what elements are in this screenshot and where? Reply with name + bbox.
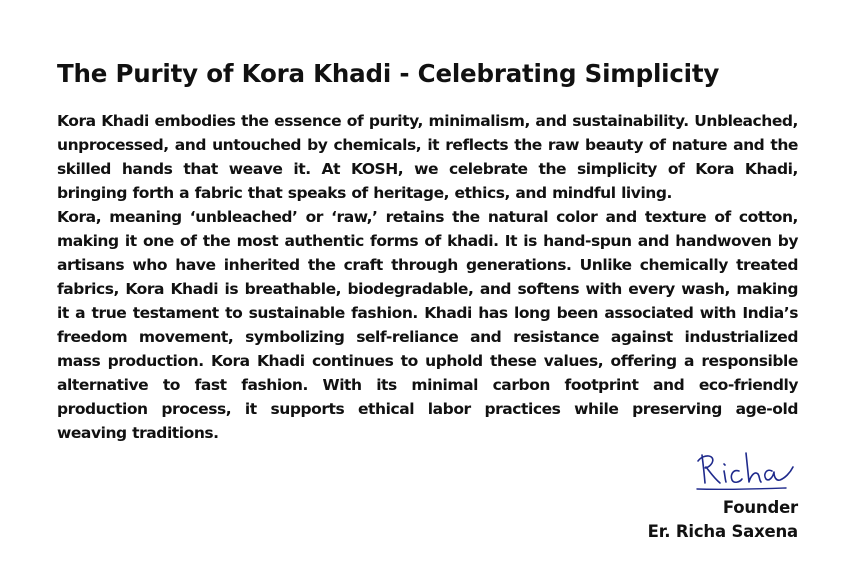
signoff-role: Founder — [722, 498, 798, 517]
signoff-name: Er. Richa Saxena — [647, 522, 798, 541]
page-title: The Purity of Kora Khadi - Celebrating Simplicity — [57, 59, 720, 88]
handwritten-signature-icon — [694, 445, 800, 495]
signature-image — [694, 445, 800, 495]
paragraph-details: Kora, meaning ‘unbleached’ or ‘raw,’ retains the natural color and texture of cotton, making it one of the most authentic forms of khadi. It is hand-spun and handwoven by artisans who have inherited the craft through generations. Unlike chemically treated fabrics, Kora Khadi is breathable, biodegradable, and softens with every wash, making it a true testament to sustainable fashion. Khadi has long been associated with India’s freedom movement, symbolizing self-reliance and resistance against industrialized mass production. Kora Khadi continues to uphold these values, offering a responsible alternative to fast fashion. With its minimal carbon footprint and eco-friendly production process, it supports ethical labor practices while preserving age-old weaving traditions. — [57, 208, 798, 442]
signoff-block — [648, 496, 798, 544]
body-text — [57, 109, 798, 445]
paragraph-intro: Kora Khadi embodies the essence of purity, minimalism, and sustainability. Unbleached, unprocessed, and untouched by chemicals, it reflects the raw beauty of nature and the skilled hands that weave it. At KOSH, we celebrate the simplicity of Kora Khadi, bringing forth a fabric that speaks of heritage, ethics, and mindful living. — [57, 112, 798, 202]
